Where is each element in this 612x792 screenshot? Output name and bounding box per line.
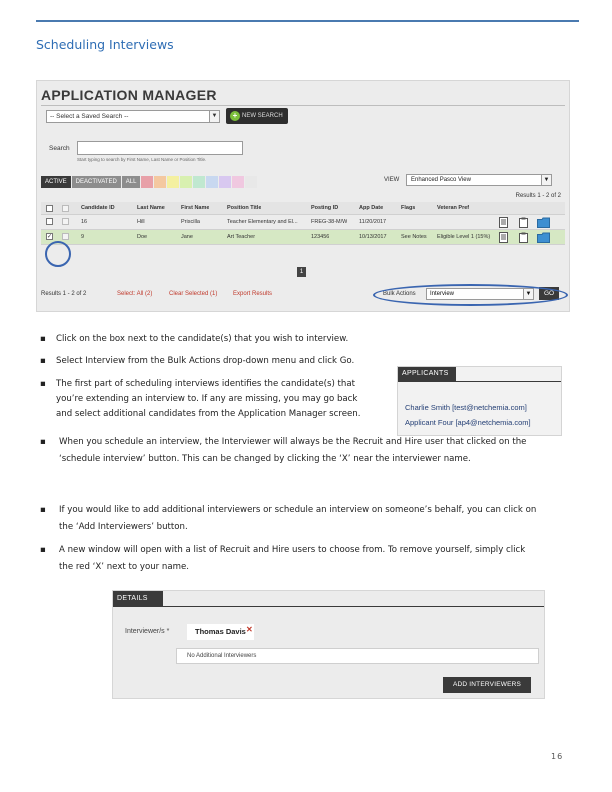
bullet-text: If you would like to add additional interviewers or schedule an interview on someone’s behalf, you can click on: [59, 505, 537, 515]
flag-checkbox: [62, 233, 69, 240]
new-search-label: NEW SEARCH: [242, 113, 283, 119]
table-cell: Hill: [137, 219, 145, 225]
saved-search-value: -- Select a Saved Search --: [50, 113, 129, 120]
applicant-entry[interactable]: Applicant Four [ap4@netchemia.com]: [405, 418, 531, 427]
bullet-text: Click on the box next to the candidate(s) that you wish to interview.: [56, 334, 349, 344]
view-value: Enhanced Pasco View: [411, 177, 471, 183]
table-cell: 9: [81, 234, 85, 240]
color-filter-tab[interactable]: [219, 176, 231, 188]
bulk-actions-label: Bulk Actions: [383, 291, 416, 297]
color-filter-tab[interactable]: [193, 176, 205, 188]
clear-selected-link[interactable]: Clear Selected (1): [169, 291, 218, 297]
table-cell: Jane: [181, 234, 193, 240]
status-tabs: [41, 176, 258, 188]
table-cell: 123456: [311, 234, 330, 240]
table-cell: FREG-38-M/W: [311, 219, 348, 225]
plus-icon: +: [230, 111, 240, 121]
bullet-text: The first part of scheduling interviews identifies the candidate(s) that: [56, 379, 355, 389]
color-filter-tab[interactable]: [141, 176, 153, 188]
row-checkbox-checked[interactable]: ✓: [47, 234, 53, 240]
bullet-text: you’re extending an interview to. If any are missing, you may go back: [56, 394, 358, 404]
go-button[interactable]: GO: [539, 287, 559, 300]
column-header[interactable]: Position Title: [227, 205, 262, 211]
bullet-glyph: ▪: [40, 437, 46, 447]
candidates-table: [41, 202, 565, 245]
select-all-link[interactable]: Select: All (2): [117, 291, 153, 297]
color-filter-swatches: [141, 176, 258, 188]
add-interviewers-button[interactable]: ADD INTERVIEWERS: [443, 677, 531, 693]
column-header[interactable]: Flags: [401, 205, 416, 211]
applicants-panel-screenshot: [397, 366, 562, 436]
bullet-glyph: ▪: [40, 379, 46, 389]
flag-checkbox: [62, 205, 69, 212]
remove-interviewer-icon[interactable]: ✕: [246, 625, 253, 634]
table-cell: 16: [81, 219, 88, 225]
header-divider: [398, 381, 562, 382]
bullet-glyph: ▪: [40, 505, 46, 515]
results-count-top: Results 1 - 2 of 2: [515, 193, 561, 199]
table-cell: 10/13/2017: [359, 234, 387, 240]
bulk-actions-highlight-ellipse: [373, 284, 568, 306]
bullet-text: Select Interview from the Bulk Actions drop-down menu and click Go.: [56, 356, 355, 366]
clipboard-icon[interactable]: [519, 232, 528, 243]
document-icon[interactable]: [499, 232, 508, 243]
new-search-button[interactable]: [226, 108, 288, 124]
column-header[interactable]: Veteran Pref: [437, 205, 470, 211]
table-cell: Art Teacher: [227, 234, 256, 240]
page-number: 16: [551, 752, 564, 761]
bullet-glyph: ▪: [40, 545, 46, 555]
bulk-actions-value: Interview: [430, 291, 455, 297]
app-manager-title: APPLICATION MANAGER: [41, 87, 217, 103]
table-row[interactable]: [41, 215, 565, 230]
title-divider: [41, 105, 565, 106]
table-cell: Eligible Level 1 (15%): [437, 234, 491, 240]
table-cell: Doe: [137, 234, 148, 240]
table-cell: Priscilla: [181, 219, 200, 225]
view-label: VIEW: [384, 177, 400, 183]
details-panel-screenshot: [112, 590, 545, 699]
color-filter-tab[interactable]: [167, 176, 179, 188]
column-header[interactable]: Candidate ID: [81, 205, 115, 211]
chevron-down-icon: ▼: [541, 175, 551, 185]
bullet-6: [40, 543, 580, 575]
applicants-header: APPLICANTS: [398, 367, 456, 381]
view-select[interactable]: [406, 174, 552, 186]
bullet-text: and select additional candidates from the Application Manager screen.: [56, 409, 361, 419]
chevron-down-icon: ▼: [209, 111, 219, 122]
bullet-text: the ‘Add Interviewers’ button.: [59, 522, 188, 532]
details-header: DETAILS: [113, 591, 163, 606]
header-divider: [113, 606, 545, 607]
select-all-checkbox[interactable]: [46, 205, 53, 212]
color-filter-tab[interactable]: [245, 176, 257, 188]
checkbox-highlight-circle: [45, 241, 71, 267]
top-rule: [36, 20, 579, 22]
bullet-glyph: ▪: [40, 356, 46, 366]
bullet-4: [40, 435, 580, 467]
document-icon[interactable]: [499, 217, 508, 228]
application-manager-screenshot: [36, 80, 570, 312]
bullet-text: ‘schedule interview’ button. This can be changed by clicking the ‘X’ near the interviewer name.: [59, 454, 471, 464]
table-cell: Teacher Elementary and El...: [227, 219, 298, 225]
tab-active[interactable]: ACTIVE: [41, 176, 71, 188]
folder-icon[interactable]: [537, 217, 550, 228]
page-heading: Scheduling Interviews: [36, 37, 174, 52]
column-header[interactable]: First Name: [181, 205, 210, 211]
search-input[interactable]: [77, 141, 243, 155]
bullet-text: the red ‘X’ next to your name.: [59, 562, 190, 572]
bullet-1: [40, 332, 560, 347]
pagination-page[interactable]: 1: [297, 267, 306, 277]
color-filter-tab[interactable]: [232, 176, 244, 188]
bullet-5: [40, 503, 580, 535]
bullet-glyph: ▪: [40, 334, 46, 344]
color-filter-tab[interactable]: [154, 176, 166, 188]
chevron-down-icon: ▼: [523, 289, 533, 299]
column-header[interactable]: Posting ID: [311, 205, 339, 211]
color-filter-tab[interactable]: [180, 176, 192, 188]
table-cell: 11/20/2017: [359, 219, 387, 225]
saved-search-select[interactable]: [46, 110, 220, 123]
column-header[interactable]: Last Name: [137, 205, 165, 211]
color-filter-tab[interactable]: [206, 176, 218, 188]
search-hint: Start typing to search by First Name, Last Name or Position Title.: [77, 157, 207, 162]
row-checkbox[interactable]: [46, 218, 53, 225]
no-additional-interviewers: No Additional Interviewers: [176, 648, 539, 664]
applicant-entry[interactable]: Charlie Smith [test@netchemia.com]: [405, 403, 527, 412]
search-label: Search: [49, 145, 70, 152]
export-results-link[interactable]: Export Results: [233, 291, 273, 297]
interviewers-label: Interviewer/s *: [125, 628, 170, 635]
folder-icon[interactable]: [537, 232, 550, 243]
tab-all[interactable]: ALL: [122, 176, 141, 188]
interviewer-name: Thomas Davis: [187, 624, 254, 640]
bullet-text: A new window will open with a list of Recruit and Hire users to choose from. To remove yourself, simply click: [59, 545, 526, 555]
clipboard-icon[interactable]: [519, 217, 528, 228]
bullet-3: [40, 377, 390, 425]
table-row-selected[interactable]: [41, 230, 565, 245]
bullet-text: When you schedule an interview, the Interviewer will always be the Recruit and Hire user that clicked on the: [59, 437, 527, 447]
table-cell: See Notes: [401, 234, 427, 240]
flag-checkbox: [62, 218, 69, 225]
table-header-row: [41, 202, 565, 215]
tab-deactivated[interactable]: DEACTIVATED: [72, 176, 121, 188]
column-header[interactable]: App Date: [359, 205, 384, 211]
results-count-bottom: Results 1 - 2 of 2: [41, 291, 87, 297]
